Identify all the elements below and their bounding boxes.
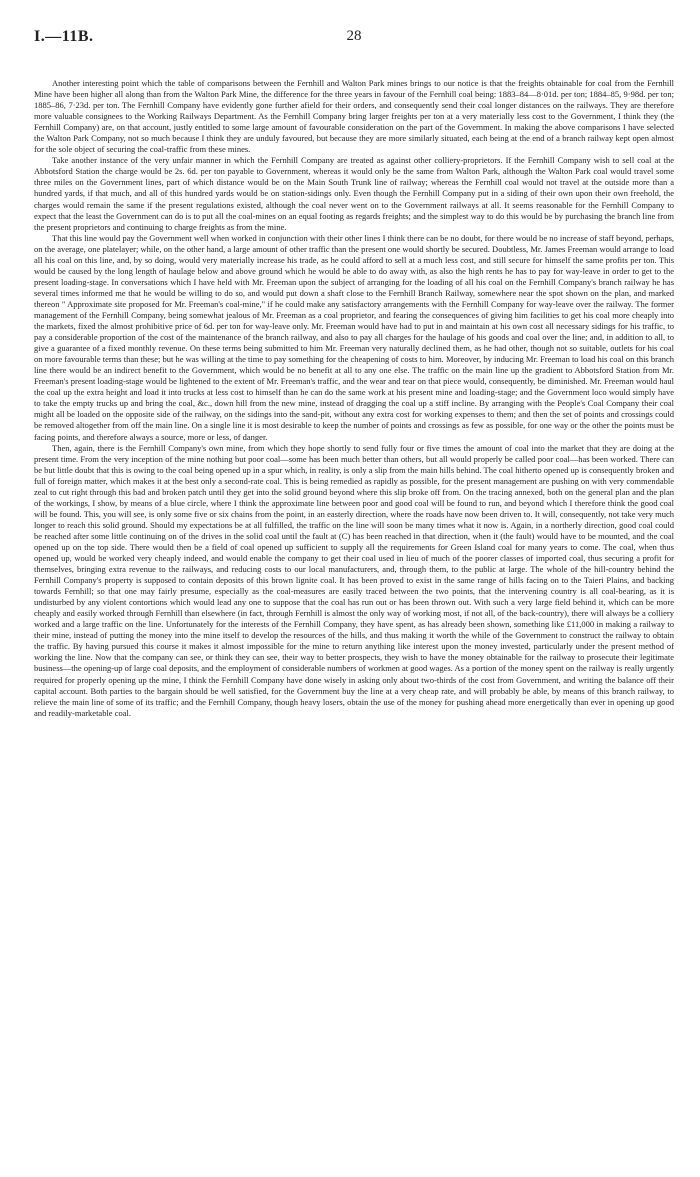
report-body [34, 78, 674, 719]
document-reference: I.—11B. [34, 28, 94, 45]
paragraph-line-would-pay: That this line would pay the Government well when worked in conjunction with their other lines I think there can be no doubt, for there would be no increase of staff beyond, perhaps, on the average, one platelayer; while, on the other hand, a large amount of other traffic than the present one would shortly be secured. Doubtless, Mr. James Freeman would arrange to load all his coal on this line, and, by so doing, would very materially increase his trade, as he could afford to sell at a much less cost, and still secure for himself the same profits per ton. This would be caused by the long length of haulage below and above ground which he would be able to do away with, as also the high rents he has to pay for way-leave in order to get to the present loading-stage. In conversations which I have held with Mr. Freeman upon the subject of arranging for the loading of all his coal on the Fernhill Company's branch railway he has several times informed me that he would be willing to do so, and would put down a shaft close to the Fernhill Branch Railway, somewhere near the spot shown on the plan, and marked thereon " Approximate site proposed for Mr. Freeman's coal-mine," if he could make any satisfactory arrangements with the Fernhill Company for way-leave over the railway. The former management of the Fernhill Company, being somewhat jealous of Mr. Freeman as a coal proprietor, and fearing the consequences of giving him facilities to get his coal more cheaply into the markets, fixed the almost prohibitive price of 6d. per ton for way-leave only. Mr. Freeman would have had to put in and maintain at his own cost all necessary sidings for his traffic, to pay a considerable proportion of the cost of the maintenance of the branch railway, and also to pay all charges for the haulage of his goods and coal over the line; and, in addition to all, to give a guarantee of a fixed monthly revenue. On these terms being submitted to him Mr. Freeman very naturally declined them, as he had other, though not so suitable, outlets for his coal on more favourable terms than these; but he was willing at the time to pay something for the cheapening of costs to him. Moreover, by inducing Mr. Freeman to load his coal on this branch line there would be an indirect benefit to the Government, which would be no benefit at all to any one else. The traffic on the main line up the gradient to Abbotsford Station from Mr. Freeman's present loading-stage would be lightened to the extent of Mr. Freeman's traffic, and the wear and tear on that piece would, consequently, be diminished. Mr. Freeman would haul the coal up the extra height and load it into trucks at less cost to himself than he can do the same work at his present mine and loading-stage; and the Government loco would simply have to take the empty trucks up and bring the coal, &c., down hill from the new mine, instead of dragging the coal up a stiff incline. By arranging with the People's Coal Company their coal might all be loaded on the opposite side of the railway, on the sidings into the sand-pit, without any extra cost for working expenses to them; and then the set of points and crossings could be removed altogether from off the main line. On a single line it is most desirable to keep the number of points and crossings as few as possible, for one way or the other the points must be facing points, and therefore always a source, more or less, of danger. [34, 232, 674, 442]
page-number: 28 [346, 28, 362, 44]
running-head [34, 22, 674, 56]
paragraph-fernhill-mine-prospects: Then, again, there is the Fernhill Company's own mine, from which they hope shortly to send fully four or five times the amount of coal into the market that they are doing at the present time. From the very inception of the mine nothing but poor coal—some has been much better than others, but all would properly be called poor coal—has been worked. There can be but little doubt that this is owing to the coal being opened up in a spur which, in reality, is only a slip from the main hills behind. The coal hitherto opened up is consequently broken and full of foreign matter, which makes it at the best only a second-rate coal. This is being remedied as rapidly as possible, for the present management are pushing on with very commendable zeal to cut right through this bad and broken patch until they get into the solid ground beyond where this slip broke off from. On the tracing annexed, both on the general plan and the plan of the workings, I show, by means of a blue circle, where I think the approximate line between poor and good coal will be found to run, and beyond which I therefore think the good coal will be found. This, you will see, is only some five or six chains from the point, in an easterly direction, where the roads have now been driven to. It will, consequently, not take very much longer to reach this solid ground. Should my expectations be at all fulfilled, the traffic on the line will soon be many times what it now is. Again, in a northerly direction, good coal could be reached after some little continuing on of the drives in the solid coal until the fault at (C) has been reached in that direction, when it (the fault) would have to be mounted, and the coal opened up on the top side. There would then be a field of coal opened up sufficient to supply all the requirements for Green Island coal for many years to come. The coal, when thus opened up, would be worked very cheaply indeed, and would enable the company to get their coal used in lieu of much of the poorer classes of imported coal, thus securing a profit for themselves, bringing extra revenue to the railways, and reducing costs to our local manufacturers, and, through them, to the public at large. The whole of the hill-country behind the Fernhill Company's property is supposed to contain deposits of this brown lignite coal. It has been proved to exist in the same range of hills facing on to the Taieri Plains, and backing towards Fernhill; so that one may fairly presume, especially as the coal-measures are easily traced between the two points, that the intervening country is all coal-bearing, as it is undisturbed by any violent contortions which would lead any one to suppose that the coal has run out or has been thrown out. With such a very large field behind it, which can be more cheaply and easily worked through Fernhill than elsewhere (in fact, through Fernhill is almost the only way of working most, if not all, of the back-country), there will always be a colliery worked and a large traffic on the line. Unfortunately for the interests of the Fernhill Company, they have spent, as has already been shown, something like £11,000 in making a railway to their mine, instead of putting the money into the mine itself to develop the resources of the hills, and thus making it worth the while of the Government to construct the railway to obtain the traffic. By having pursued this course it makes it almost impossible for the mine to return anything like interest upon the money invested, particularly under the present method of working the line. Now that the company can see, or think they can see, their way to better prospects, they wish to have the money obtainable for the railway to prosecute their legitimate business—the opening-up of large coal deposits, and the employment of considerable numbers of workmen at good wages. As a portion of the money spent on the railway is really urgently required for properly opening up the mine, I think the Fernhill Company have done wisely in asking only about two-thirds of the cost from Government, and writing the balance off their capital account. Both parties to the bargain should be well satisfied, for the Government buy the line at a very cheap rate, and will probably be able, by means of this branch railway, to relieve the main line of some of its traffic; and the Fernhill Company, though heavy losers, obtain the use of the money for pushing ahead more energetically than ever in opening up good and readily-marketable coal. [34, 442, 674, 718]
paragraph-unfair-treatment: Take another instance of the very unfair manner in which the Fernhill Company are treated as against other colliery-proprietors. If the Fernhill Company wish to sell coal at the Abbotsford Station the charge would be 2s. 6d. per ton payable to Government, whereas it would only be the same from Walton Park, although the Walton Park coal would travel some three miles on the Government lines, part of which distance would be on the Main South Trunk line of railway; whereas the Fernhill coal would not travel at the outside more than a hundred yards, if that much, and all of this hundred yards would be on station-sidings only. Even though the Fernhill Company put in a siding of their own upon their own freehold, the charges would remain the same if the present regulations existed, although the coal never went on to the Government railways at all. It seems reasonable for the Fernhill Company to expect that the least the Government can do is to put all the coal-mines on an equal footing as regards freights; and the simplest way to do this would be by purchasing the branch line from the present proprietors and continuing to charge freights as from the mine. [34, 155, 674, 232]
paragraph-freights-comparison: Another interesting point which the table of comparisons between the Fernhill and Walton Park mines brings to our notice is that the freights obtainable for coal from the Fernhill Mine have been higher all along than from the Walton Park Mine, the difference for the three years in favour of the Fernhill coal being: 1883–84—8·01d. per ton; 1884–85, 9·98d. per ton; 1885–86, 7·23d. per ton. The Fernhill Company have evidently gone further afield for their orders, and consequently send their coal longer distances on the railways. They are therefore more valuable consignees to the Working Railways Department. As the Fernhill Company bring larger freights per ton at a very materially less cost to the Government, I think they (the Fernhill Company) are, on that account, justly entitled to some large amount of favourable consideration on the part of the Government. In making the above comparisons I have selected the Walton Park Company, not so much because I think they are unduly favoured, but because they are more similarly situated, each being at the end of a branch railway kept open almost for the sole object of securing the coal-traffic from these mines. [34, 78, 674, 155]
